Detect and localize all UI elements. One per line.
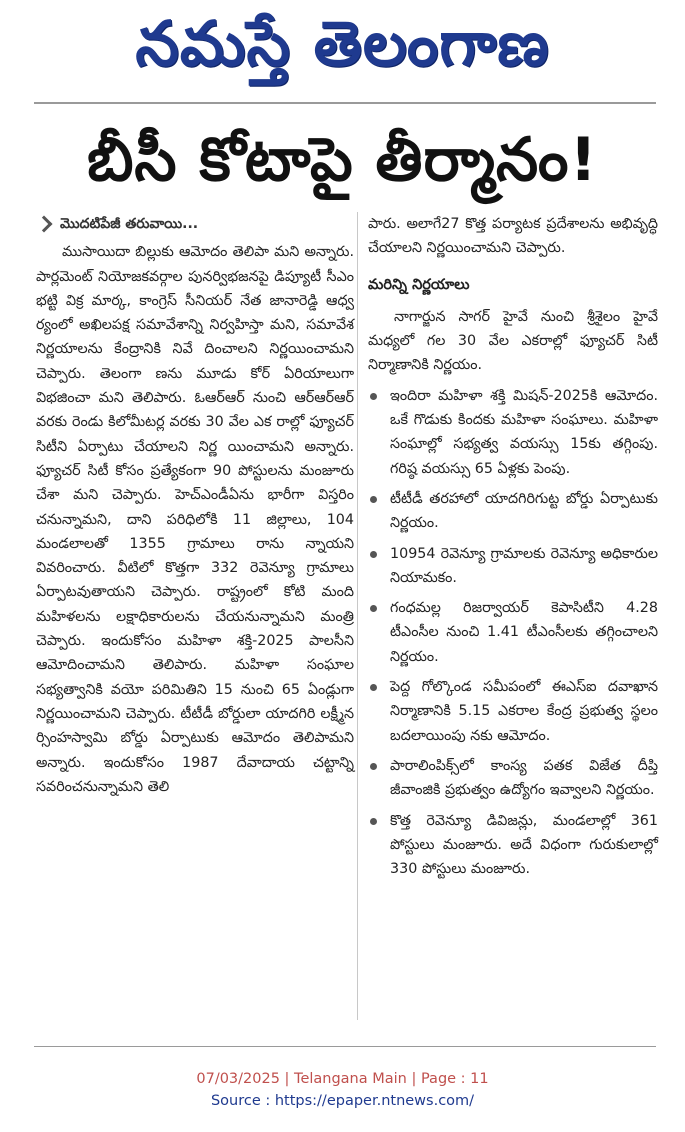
bullet-icon — [370, 684, 377, 691]
continuation-text: మొదటిపేజీ తరువాయి... — [60, 216, 199, 232]
continued-paragraph: పారు. అలాగే27 కొత్త పర్యాటక ప్రదేశాలను అభివృద్ధి చేయాలని నిర్ణయించామని చెప్పారు. — [368, 216, 658, 257]
masthead — [0, 0, 685, 100]
footer-divider — [34, 1046, 656, 1047]
bullet-icon — [370, 393, 377, 400]
decision-text: టీటీడీ తరహాలో యాదగిరిగుట్ట బోర్డు ఏర్పాటుకు నిర్ణయం. — [390, 490, 658, 532]
column-divider — [357, 212, 358, 1020]
decision-text: కొత్త రెవెన్యూ డివిజన్లు, మండలాల్లో 361 పోస్టులు మంజూరు. అదే విధంగా గురుకులాల్లో 330 పోస్టులు మంజూరు. — [390, 812, 658, 878]
article-paragraph: ముసాయిదా బిల్లుకు ఆమోదం తెలిపా మని అన్నారు. పార్లమెంట్ నియోజకవర్గాల పునర్విభజనపై డిప్యూటీ సీఎం భట్టి విక్ర మార్క, కాంగ్రెస్ సీనియర్ నేత జానారెడ్డి ఆధ్వ ర్యంలో అఖిలపక్ష సమావేశాన్ని నిర్వహిస్తా మని, సమావేశ నిర్ణయాలను కేంద్రానికి నివే దించాలని నిర్ణయించామని చెప్పారు. తెలంగా ణను మూడు కోర్ ఏరియాలుగా విభజించా మని తెలిపారు. ఓఆర్ఆర్ నుంచి ఆర్ఆర్ఆర్ వరకు రెండు కిలోమీటర్ల వరకు 30 వేల ఎక రాల్లో ఫ్యూచర్ సిటీని ఏర్పాటు చేయాలని నిర్ణ యించామని అన్నారు. ఫ్యూచర్ సిటీ కోసం ప్రత్యేకంగా 90 పోస్టులను మంజూరు చేశా మని చెప్పారు. హెచ్ఎండీఏను భారీగా విస్తరిం చనున్నామని, దాని పరిధిలోకి 11 జిల్లాలు, 104 మండలాలతో 1355 గ్రామాలు రాను న్నాయని వివరించారు. వీటిలో కొత్తగా 332 రెవెన్యూ గ్రామాలు ఏర్పాటవుతాయని చెప్పారు. రాష్ట్రంలో కోటి మంది మహిళలను లక్షాధికారులను చేయనున్నామని మంత్రి చెప్పారు. ఇందుకోసం మహిళా శక్తి-2025 పాలసీని ఆమోదించామని తెలిపారు. మహిళా సంఘాల సభ్యత్వానికి వయో పరిమితిని 15 నుంచి 65 ఏండ్లుగా నిర్ణయించామని చెప్పారు. టీటీడీ బోర్డులా యాదగిరి లక్ష్మీన ర్సింహస్వామి బోర్డు ఏర్పాటుకు ఆమోదం తెలిపామని అన్నారు. ఇందుకోసం 1987 దేవాదాయ చట్టాన్ని సవరించనున్నామని తెలి — [36, 244, 354, 795]
decision-item — [368, 487, 658, 536]
bullet-icon — [370, 496, 377, 503]
decision-item — [368, 384, 658, 481]
decisions-list — [368, 384, 658, 882]
newspaper-logo: నమస్తే తెలంగాణ — [135, 7, 550, 80]
decision-text: ఇందిరా మహిళా శక్తి మిషన్-2025కి ఆమోదం. ఒకే గొడుకు కిందకు మహిళా సంఘాలు. మహిళా సంఘాల్లో సభ్యత్వ వయస్సు 15కు తగ్గింపు. గరిష్ఠ వయస్సు 65 ఏళ్లకు పెంపు. — [390, 387, 658, 477]
right-column — [368, 212, 658, 887]
decision-item — [368, 809, 658, 882]
bullet-icon — [370, 551, 377, 558]
bullet-icon — [370, 605, 377, 612]
footer-edition-info: 07/03/2025 | Telangana Main | Page : 11 — [196, 1071, 489, 1087]
decision-text: గంధమల్ల రిజర్వాయర్ కెపాసిటీని 4.28 టీఎంసీల నుంచి 1.41 టీఎంసీలకు తగ్గించాలని నిర్ణయం. — [390, 600, 658, 665]
continuation-label — [36, 212, 354, 236]
chevron-right-icon — [36, 216, 53, 233]
decision-text: పారాలింపిక్స్‌లో కాంస్య పతక విజేత దీప్తి జీవాంజికి ప్రభుత్వం ఉద్యోగం ఇవ్వాలని నిర్ణయం. — [390, 757, 658, 799]
decision-item — [368, 754, 658, 803]
decision-text: 10954 రెవెన్యూ గ్రామాలకు రెవెన్యూ అధికారుల నియామకం. — [390, 545, 658, 586]
footer — [0, 1068, 685, 1112]
footer-source-link[interactable]: Source : https://epaper.ntnews.com/ — [210, 1093, 475, 1109]
masthead-divider — [34, 102, 656, 104]
bullet-icon — [370, 818, 377, 825]
headline: బీసీ కోటాపై తీర్మానం! — [87, 125, 598, 195]
decision-text: పెద్ద గోల్కొండ సమీపంలో ఈఎస్ఐ దవాఖాన నిర్మాణానికి 5.15 ఎకరాల కేంద్ర ప్రభుత్వ స్థలం బదలాయింపు నకు ఆమోదం. — [390, 679, 658, 744]
left-column — [36, 212, 354, 799]
section-heading: మరిన్ని నిర్ణయాలు — [368, 276, 470, 293]
bullet-icon — [370, 763, 377, 770]
decision-item — [368, 596, 658, 669]
section-intro: నాగార్జున సాగర్ హైవే నుంచి శ్రీశైలం హైవే మధ్యలో గల 30 వేల ఎకరాల్లో ఫ్యూచర్ సిటీ నిర్మాణానికి నిర్ణయం. — [368, 308, 658, 374]
decision-item — [368, 542, 658, 591]
decision-item — [368, 675, 658, 748]
